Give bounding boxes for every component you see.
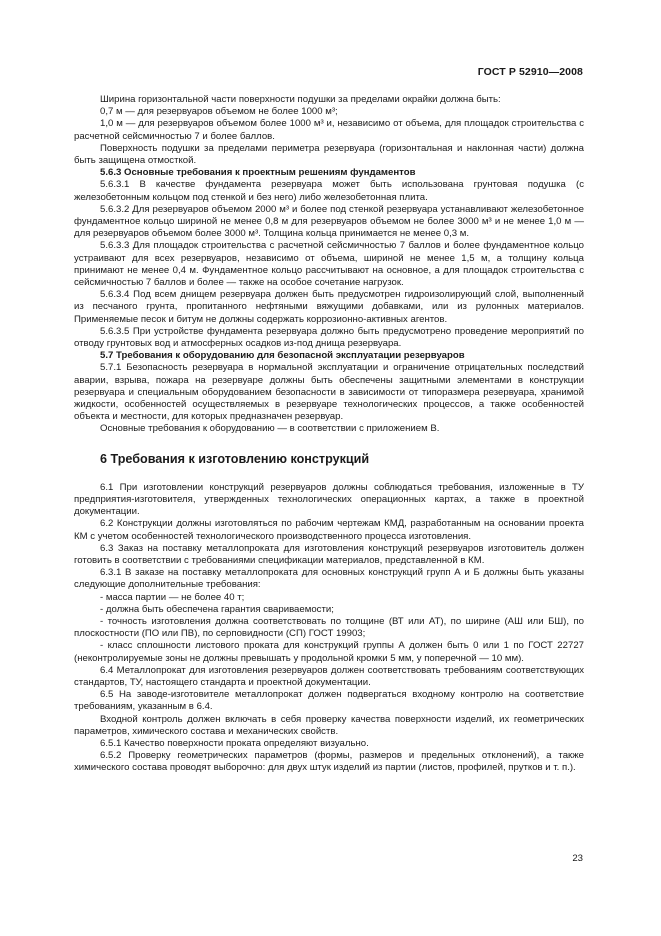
document-header-id: ГОСТ Р 52910—2008 <box>477 66 583 78</box>
paragraph: Поверхность подушки за пределами периметра резервуара (горизонтальная и наклонная части) должна быть защищена отмосткой. <box>74 142 584 167</box>
paragraph: 5.6.3.5 При устройстве фундамента резервуара должно быть предусмотрено проведение мероприятий по отводу грунтовых вод и атмосферных осадков из-под днища резервуара. <box>74 325 584 350</box>
paragraph: 6.1 При изготовлении конструкций резервуаров должны соблюдаться требования, изложенные в ТУ предприятия-изготовителя, утвержденных технологических операционных картах, а также в проектной документации. <box>74 481 584 518</box>
paragraph: Ширина горизонтальной части поверхности подушки за пределами окрайки должна быть: <box>100 94 501 105</box>
paragraph: 6.5 На заводе-изготовителе металлопрокат должен подвергаться входному контролю на соответствие требованиям, указанным в 6.4. <box>74 689 584 713</box>
paragraph: 6.2 Конструкции должны изготовляться по рабочим чертежам КМД, разработанным на основании проекта КМ с учетом особенностей технологического производственного процесса изготовления. <box>74 518 584 542</box>
page-number: 23 <box>572 853 583 864</box>
section-6-block <box>74 482 584 775</box>
section-title: 6 Требования к изготовлению конструкций <box>100 451 370 466</box>
document-body <box>74 94 584 775</box>
paragraph: Входной контроль должен включать в себя проверку качества поверхности изделий, их геометрических параметров, химического состава и механических свойств. <box>74 713 584 737</box>
paragraph: 1,0 м — для резервуаров объемом более 1000 м³ и, независимо от объема, для площадок строительства с расчетной сейсмичностью 7 и более баллов. <box>74 118 584 142</box>
paragraph: Основные требования к оборудованию — в соответствии с приложением В. <box>100 423 440 435</box>
subsection-heading: 5.7 Требования к оборудованию для безопасной эксплуатации резервуаров <box>100 350 465 362</box>
paragraph: 5.6.3.2 Для резервуаров объемом 2000 м³ и более под стенкой резервуара устанавливают железобетонное фундаментное кольцо шириной не менее 0,8 м для резервуаров объемом не более 3000 м³ и не менее 1,0 м — для резервуаров объемом более 3000 м³. Толщина кольца принимается не менее 0,3 м. <box>74 203 584 240</box>
list-item: - точность изготовления должна соответствовать по толщине (ВТ или АТ), по ширине (АШ или БШ), по плоскостности (ПО или ПВ), по серповидности (СП) ГОСТ 19903; <box>74 615 584 640</box>
paragraph: 6.5.2 Проверку геометрических параметров (формы, размеров и предельных отклонений), а также химического состава проводят выборочно: для двух штук изделий из партии (листов, профилей, прутков и т. п.). <box>74 750 584 774</box>
list-item: - класс сплошности листового проката для конструкций группы А должен быть 0 или 1 по ГОСТ 22727 (неконтролируемые зоны не должны превышать у продольной кромки 5 мм, у поперечной — 10 мм). <box>74 640 584 664</box>
subsection-5-block <box>74 94 584 436</box>
paragraph: 5.6.3.3 Для площадок строительства с расчетной сейсмичностью 7 баллов и более фундаментное кольцо устраивают для всех резервуаров, независимо от объема, шириной не менее 1,5 м, а толщину кольца принимают не менее 0,4 м. Фундаментное кольцо рассчитывают на основное, а для площадок строительства с сейсмичностью 7 баллов и более — также на особое сочетание нагрузок. <box>74 240 584 289</box>
paragraph: 6.3 Заказ на поставку металлопроката для изготовления конструкций резервуаров изготовитель должен готовить в соответствии с требованиями спецификации материалов, представленной в КМ. <box>74 542 584 566</box>
paragraph: 6.5.1 Качество поверхности проката определяют визуально. <box>100 737 369 749</box>
subsection-heading: 5.6.3 Основные требования к проектным решениям фундаментов <box>100 167 416 179</box>
list-item: - должна быть обеспечена гарантия свариваемости; <box>100 603 334 615</box>
paragraph: 5.6.3.4 Под всем днищем резервуара должен быть предусмотрен гидроизолирующий слой, выполненный из песчаного грунта, пропитанного нефтяными вяжущими добавками, или из рулонных материалов. Применяемые песок и битум не должны содержать коррозионно-активных агентов. <box>74 289 584 325</box>
paragraph: 5.6.3.1 В качестве фундамента резервуара может быть использована грунтовая подушка (с железобетонным кольцом под стенкой и без него) либо железобетонная плита. <box>74 179 584 203</box>
paragraph: 6.3.1 В заказе на поставку металлопроката для основных конструкций групп А и Б должны быть указаны следующие дополнительные требования: <box>74 567 584 591</box>
list-item: - масса партии — не более 40 т; <box>100 591 245 603</box>
paragraph: 0,7 м — для резервуаров объемом не более 1000 м³; <box>100 106 338 118</box>
paragraph: 6.4 Металлопрокат для изготовления резервуаров должен соответствовать требованиям соответствующих стандартов, ТУ, настоящего стандарта и проектной документации. <box>74 664 584 688</box>
paragraph: 5.7.1 Безопасность резервуара в нормальной эксплуатации и ограничение отрицательных последствий аварии, взрыва, пожара на резервуаре должны быть обеспечены защитными элементами в конструкции резервуара и специальным оборудованием безопасности в зависимости от типоразмера резервуара, хранимой жидкости, особенностей осуществляемых в резервуаре технологических процессов, а также особенностей объекта и местности, для которых предназначен резервуар. <box>74 362 584 423</box>
